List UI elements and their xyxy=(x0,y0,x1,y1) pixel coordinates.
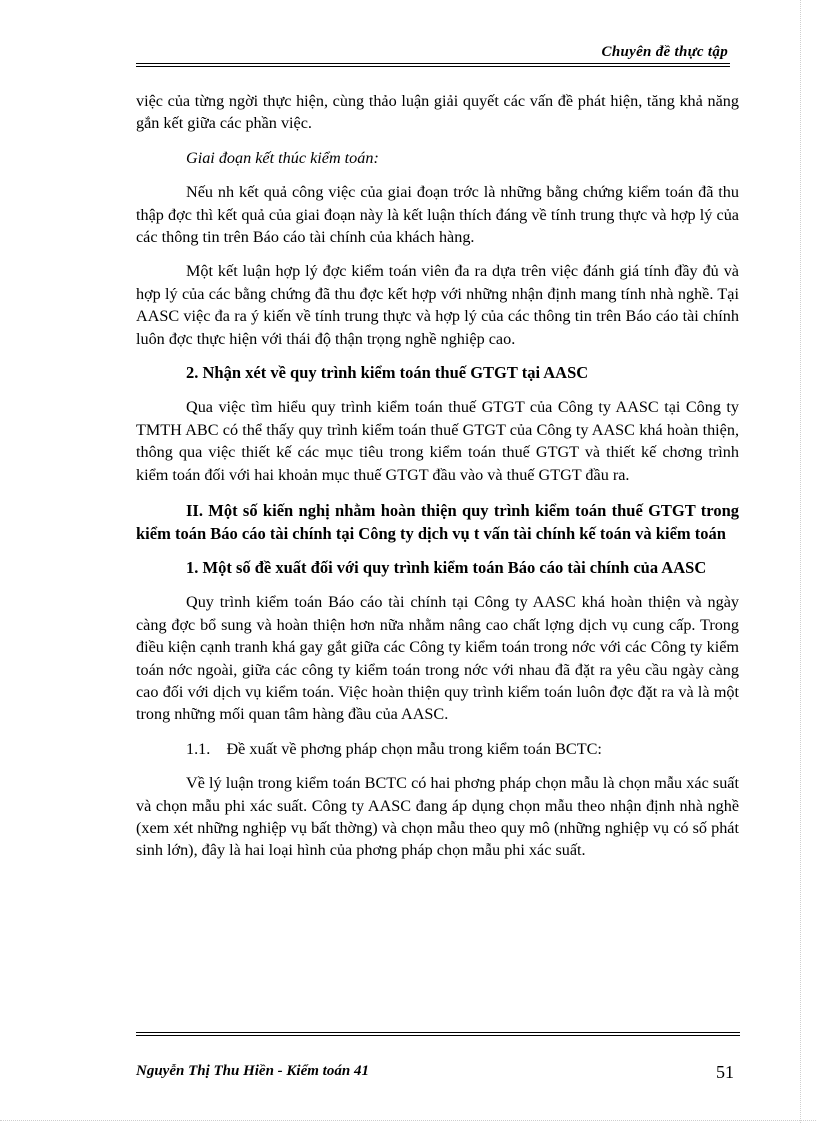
section-heading: 2. Nhận xét về quy trình kiểm toán thuế GTGT tại AASC xyxy=(186,363,589,383)
header-rule-secondary xyxy=(136,66,730,67)
page-number: 51 xyxy=(716,1062,734,1082)
header-title: Chuyên đề thực tập xyxy=(601,44,728,60)
header-rule xyxy=(136,63,730,64)
phase-title: Giai đoạn kết thúc kiểm toán: xyxy=(186,148,379,167)
section-heading: 1. Một số đề xuất đối với quy trình kiểm toán Báo cáo tài chính của AASC xyxy=(186,557,707,577)
footer-author: Nguyễn Thị Thu Hiền - Kiểm toán 41 xyxy=(136,1063,369,1079)
paragraph: Nếu nh kết quả công việc của giai đoạn trớc là những bằng chứng kiểm toán đã thu thập đợc thì kết quả của giai đoạn này là kết luận thích đáng về tính trung thực và hợp lý của các thông tin trên Báo cáo tài chính của khách hàng. xyxy=(136,183,739,247)
paragraph: Một kết luận hợp lý đợc kiểm toán viên đa ra dựa trên việc đánh giá tính đầy đủ và hợp lý của các bằng chứng đã thu đợc kết hợp với những nhận định mang tính nhà nghề. Tại AASC việc đa ra ý kiến về tính trung thực và hợp lý của các thông tin trên Báo cáo tài chính luôn đợc thực hiện với thái độ thận trọng nghề nghiệp cao. xyxy=(136,262,739,348)
footer-rule-secondary xyxy=(136,1035,740,1036)
page-body xyxy=(136,90,739,862)
paragraph: việc của từng ngời thực hiện, cùng thảo luận giải quyết các vấn đề phát hiện, tăng khả năng gắn kết giữa các phần việc. xyxy=(136,92,739,133)
chapter-heading: II. Một số kiến nghị nhằm hoàn thiện quy trình kiểm toán thuế GTGT trong kiểm toán Báo cáo tài chính tại Công ty dịch vụ t vấn tài chính kế toán và kiểm toán xyxy=(136,501,739,543)
paragraph: Về lý luận trong kiểm toán BCTC có hai phơng pháp chọn mẫu là chọn mẫu xác suất và chọn mẫu phi xác suất. Công ty AASC đang áp dụng chọn mẫu theo nhận định nhà nghề (xem xét những nghiệp vụ bất thờng) và chọn mẫu theo quy mô (những nghiệp vụ có số phát sinh lớn), đây là hai loại hình của phơng pháp chọn mẫu phi xác suất. xyxy=(136,774,739,860)
page-edge xyxy=(800,0,801,1123)
footer-rule xyxy=(136,1032,740,1033)
subsection-heading: 1.1. Đề xuất về phơng pháp chọn mẫu trong kiểm toán BCTC: xyxy=(186,739,602,758)
page-edge xyxy=(0,1120,816,1121)
paragraph: Quy trình kiểm toán Báo cáo tài chính tại Công ty AASC khá hoàn thiện và ngày càng đợc bổ sung và hoàn thiện hơn nữa nhằm nâng cao chất lợng dịch vụ cung cấp. Trong điều kiện cạnh tranh khá gay gắt giữa các Công ty kiểm toán trong nớc với các Công ty kiểm toán nớc ngoài, giữa các công ty kiểm toán trong nớc với nhau đã đặt ra yêu cầu ngày càng cao đối với dịch vụ kiểm toán. Việc hoàn thiện quy trình kiểm toán luôn đợc đặt ra và là một trong những mối quan tâm hàng đầu của AASC. xyxy=(136,593,739,724)
paragraph: Qua việc tìm hiểu quy trình kiểm toán thuế GTGT của Công ty AASC tại Công ty TMTH ABC có thể thấy quy trình kiểm toán thuế GTGT của Công ty AASC khá hoàn thiện, thông qua việc thiết kế các mục tiêu trong kiểm toán thuế GTGT và thiết kế chơng trình kiểm toán đối với hai khoản mục thuế GTGT đầu vào và thuế GTGT đầu ra. xyxy=(136,398,739,484)
